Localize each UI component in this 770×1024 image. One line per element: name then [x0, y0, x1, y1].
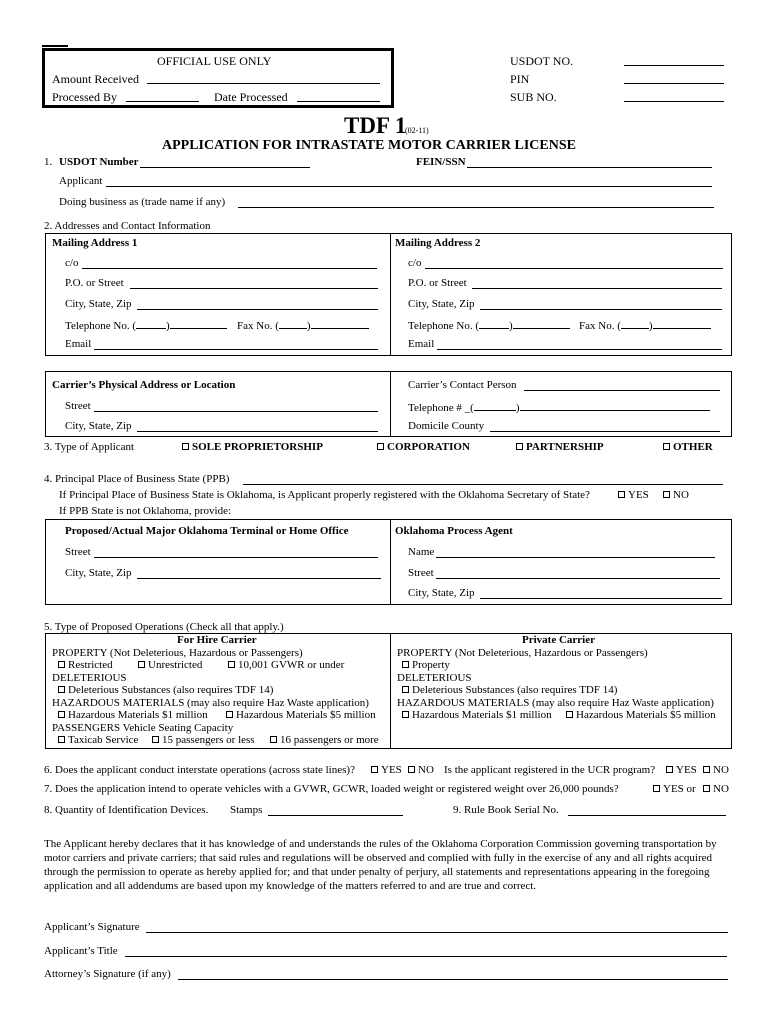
- hire-haz-5m[interactable]: [226, 709, 376, 722]
- section-2-title: 2. Addresses and Contact Information: [44, 220, 211, 232]
- hire-haz1-checkbox-icon[interactable]: [58, 711, 65, 718]
- m2-tel-text: Telephone No. (: [408, 320, 480, 332]
- m2-co-label: c/o: [408, 257, 422, 269]
- hire-gvwr-text: 10,001 GVWR or under: [238, 659, 345, 671]
- weight-yes-text: YES or: [663, 783, 696, 795]
- applicant-signature-field[interactable]: [146, 932, 728, 933]
- partnership-text: PARTNERSHIP: [526, 441, 604, 453]
- m2-email-label: Email: [408, 338, 435, 350]
- private-title: Private Carrier: [522, 634, 595, 646]
- amount-received-field[interactable]: [147, 83, 380, 84]
- dba-field[interactable]: [238, 207, 714, 208]
- hire-haz5-checkbox-icon[interactable]: [226, 711, 233, 718]
- m2-city-field[interactable]: [480, 309, 722, 310]
- p15-checkbox-icon[interactable]: [152, 736, 159, 743]
- agent-street-label: Street: [408, 567, 434, 579]
- rule-book-label: 9. Rule Book Serial No.: [453, 804, 559, 816]
- sub-no-field[interactable]: [624, 101, 724, 102]
- date-processed-field[interactable]: [297, 101, 380, 102]
- for-hire-title: For Hire Carrier: [177, 634, 257, 646]
- sole-proprietorship-text: SOLE PROPRIETORSHIP: [192, 441, 323, 453]
- section-5-label: 5. Type of Proposed Operations (Check all that apply.): [44, 621, 284, 633]
- declaration-line-1: The Applicant hereby declares that it has knowledge of and understands the rules of the Oklahoma Corporation Commission governing transportation by: [44, 838, 717, 850]
- domicile-county-field[interactable]: [490, 431, 720, 432]
- hire-haz-heading: HAZARDOUS MATERIALS (may also require Haz Waste application): [52, 697, 369, 709]
- mailing-address-1-title: Mailing Address 1: [52, 237, 138, 249]
- stamps-label: Stamps: [230, 804, 263, 816]
- m2-tel-label: [408, 318, 570, 332]
- agent-name-label: Name: [408, 546, 435, 558]
- contact-tel-text: Telephone # _(: [408, 402, 474, 414]
- ok-no-text: NO: [673, 489, 689, 501]
- m2-street-field[interactable]: [472, 288, 722, 289]
- fein-ssn-field[interactable]: [467, 167, 712, 168]
- ucr-no-checkbox-icon[interactable]: [703, 766, 710, 773]
- private-property[interactable]: [402, 659, 450, 672]
- usdot-number-label: USDOT Number: [59, 156, 139, 168]
- ucr-no[interactable]: [703, 764, 729, 776]
- hire-haz-1m[interactable]: [58, 709, 208, 722]
- m1-fax-close: ): [306, 320, 311, 332]
- interstate-yes-checkbox-icon[interactable]: [371, 766, 378, 773]
- passengers-heading: PASSENGERS Vehicle Seating Capacity: [52, 722, 234, 734]
- private-property-text: Property: [412, 659, 450, 671]
- ok-registered-question: If Principal Place of Business State is Oklahoma, is Applicant properly registered with the Oklahoma Secretary of State?: [59, 489, 590, 501]
- m2-fax-area[interactable]: [621, 318, 649, 329]
- ucr-yes-text: YES: [676, 764, 697, 776]
- m2-street-label: P.O. or Street: [408, 277, 467, 289]
- p15-option[interactable]: [152, 734, 255, 747]
- rule-book-field[interactable]: [568, 815, 726, 816]
- hire-deleterious-sub[interactable]: [58, 684, 273, 697]
- usdot-no-label: USDOT NO.: [510, 54, 574, 68]
- hire-unrestricted-text: Unrestricted: [148, 659, 203, 671]
- agent-street-field[interactable]: [436, 578, 720, 579]
- private-haz5-text: Hazardous Materials $5 million: [576, 709, 716, 721]
- phys-city-field[interactable]: [137, 431, 378, 432]
- private-haz-heading: HAZARDOUS MATERIALS (may also require Haz Waste application): [397, 697, 714, 709]
- hire-del-checkbox-icon[interactable]: [58, 686, 65, 693]
- contact-tel-number[interactable]: [520, 400, 710, 411]
- interstate-no[interactable]: [408, 764, 434, 776]
- declaration-line-3: through the permission to operate as hereby applied for; and that under penalty of perjury, all statements and representations appearing in the foregoing: [44, 866, 710, 878]
- m2-fax-close: ): [648, 320, 653, 332]
- sub-no-label: SUB NO.: [510, 90, 557, 104]
- form-revision: (02-11): [405, 126, 429, 135]
- p16-text: 16 passengers or more: [280, 734, 379, 746]
- processed-by-label: Processed By: [52, 90, 117, 104]
- ok-no-checkbox-icon[interactable]: [663, 491, 670, 498]
- p16-option[interactable]: [270, 734, 379, 747]
- hire-property-heading: PROPERTY (Not Deleterious, Hazardous or Passengers): [52, 647, 303, 659]
- private-haz-1m[interactable]: [402, 709, 552, 722]
- sole-proprietorship-checkbox-icon[interactable]: [182, 443, 189, 450]
- hire-unrestricted-checkbox-icon[interactable]: [138, 661, 145, 668]
- taxicab-option[interactable]: [58, 734, 138, 747]
- sole-proprietorship-option[interactable]: [182, 441, 323, 453]
- quantity-label: 8. Quantity of Identification Devices.: [44, 804, 209, 816]
- ok-yes-text: YES: [628, 489, 649, 501]
- hire-haz1-text: Hazardous Materials $1 million: [68, 709, 208, 721]
- m1-co-field[interactable]: [82, 268, 377, 269]
- taxicab-text: Taxicab Service: [68, 734, 139, 746]
- mailing-address-box: [45, 233, 732, 356]
- private-haz5-checkbox-icon[interactable]: [566, 711, 573, 718]
- m1-city-field[interactable]: [137, 309, 378, 310]
- m1-tel-text: Telephone No. (: [65, 320, 137, 332]
- not-ok-instruction: If PPB State is not Oklahoma, provide:: [59, 505, 232, 517]
- private-del-checkbox-icon[interactable]: [402, 686, 409, 693]
- private-haz-5m[interactable]: [566, 709, 716, 722]
- contact-person-field[interactable]: [524, 390, 720, 391]
- terminal-title: Proposed/Actual Major Oklahoma Terminal or Home Office: [65, 525, 349, 537]
- private-deleterious-sub[interactable]: [402, 684, 617, 697]
- m2-fax-number[interactable]: [653, 318, 711, 329]
- m1-city-label: City, State, Zip: [65, 298, 132, 310]
- other-checkbox-icon[interactable]: [663, 443, 670, 450]
- terminal-city-label: City, State, Zip: [65, 567, 132, 579]
- mailing-address-2-title: Mailing Address 2: [395, 237, 481, 249]
- p16-checkbox-icon[interactable]: [270, 736, 277, 743]
- interstate-yes-text: YES: [381, 764, 402, 776]
- interstate-no-text: NO: [418, 764, 434, 776]
- interstate-question: 6. Does the applicant conduct interstate operations (across state lines)?: [44, 764, 355, 776]
- ucr-no-text: NO: [713, 764, 729, 776]
- applicant-title-field[interactable]: [125, 956, 727, 957]
- ok-yes-checkbox-icon[interactable]: [618, 491, 625, 498]
- official-use-title: OFFICIAL USE ONLY: [157, 54, 272, 68]
- weight-yes-checkbox-icon[interactable]: [653, 785, 660, 792]
- weight-no[interactable]: [703, 783, 729, 795]
- corporation-text: CORPORATION: [387, 441, 470, 453]
- m1-fax-number[interactable]: [311, 318, 369, 329]
- amount-received-label: Amount Received: [52, 72, 139, 86]
- weight-no-text: NO: [713, 783, 729, 795]
- m1-tel-close: ): [166, 320, 170, 332]
- hire-deleterious-heading: DELETERIOUS: [52, 672, 127, 684]
- m1-fax-label: [237, 318, 369, 332]
- interstate-no-checkbox-icon[interactable]: [408, 766, 415, 773]
- processed-by-field[interactable]: [126, 101, 199, 102]
- usdot-number-field[interactable]: [140, 167, 310, 168]
- m2-fax-text: Fax No. (: [579, 320, 621, 332]
- applicant-label: Applicant: [59, 175, 103, 187]
- other-option[interactable]: [663, 441, 713, 453]
- m1-fax-text: Fax No. (: [237, 320, 279, 332]
- hire-haz5-text: Hazardous Materials $5 million: [236, 709, 376, 721]
- m1-email-field[interactable]: [94, 349, 378, 350]
- physical-address-title: Carrier’s Physical Address or Location: [52, 379, 236, 391]
- terminal-street-field[interactable]: [94, 557, 378, 558]
- m2-city-label: City, State, Zip: [408, 298, 475, 310]
- private-deleterious-heading: DELETERIOUS: [397, 672, 472, 684]
- agent-city-field[interactable]: [480, 598, 722, 599]
- m1-fax-area[interactable]: [279, 318, 307, 329]
- pin-field[interactable]: [624, 83, 724, 84]
- declaration-line-2: motor carriers and private carriers; that said rules and regulations will be observed and complied with fully in the exercise of any and all rights acquired: [44, 852, 713, 864]
- phys-city-label: City, State, Zip: [65, 420, 132, 432]
- m2-tel-close: ): [509, 320, 513, 332]
- agent-name-field[interactable]: [436, 557, 715, 558]
- section-4-label: 4. Principal Place of Business State (PPB): [44, 473, 230, 485]
- m1-email-label: Email: [65, 338, 92, 350]
- attorney-signature-label: Attorney’s Signature (if any): [44, 968, 171, 980]
- ucr-question: Is the applicant registered in the UCR program?: [444, 764, 656, 776]
- contact-person-label: Carrier’s Contact Person: [408, 379, 517, 391]
- m1-tel-label: [65, 318, 227, 332]
- terminal-city-field[interactable]: [137, 578, 381, 579]
- contact-tel-close: ): [515, 402, 520, 414]
- weight-no-checkbox-icon[interactable]: [703, 785, 710, 792]
- other-text: OTHER: [673, 441, 713, 453]
- corporation-checkbox-icon[interactable]: [377, 443, 384, 450]
- form-title: APPLICATION FOR INTRASTATE MOTOR CARRIER LICENSE: [162, 138, 576, 153]
- applicant-title-label: Applicant’s Title: [44, 945, 118, 957]
- taxicab-checkbox-icon[interactable]: [58, 736, 65, 743]
- private-property-checkbox-icon[interactable]: [402, 661, 409, 668]
- contact-tel-label: [408, 400, 710, 414]
- partnership-option[interactable]: [516, 441, 604, 453]
- domicile-county-label: Domicile County: [408, 420, 485, 432]
- date-processed-label: Date Processed: [214, 90, 288, 104]
- partnership-checkbox-icon[interactable]: [516, 443, 523, 450]
- section-3-label: 3. Type of Applicant: [44, 441, 135, 453]
- declaration-line-4: application and all addendums are based upon my knowledge of the matters referred to and are true and correct.: [44, 880, 537, 892]
- private-haz1-text: Hazardous Materials $1 million: [412, 709, 552, 721]
- hire-restricted-checkbox-icon[interactable]: [58, 661, 65, 668]
- hire-del-text: Deleterious Substances (also requires TDF 14): [68, 684, 274, 696]
- ppb-field[interactable]: [243, 484, 723, 485]
- applicant-signature-label: Applicant’s Signature: [44, 921, 140, 933]
- private-property-heading: PROPERTY (Not Deleterious, Hazardous or Passengers): [397, 647, 648, 659]
- interstate-yes[interactable]: [371, 764, 402, 776]
- m1-tel-number[interactable]: [170, 318, 227, 329]
- m1-street-label: P.O. or Street: [65, 277, 124, 289]
- hire-unrestricted[interactable]: [138, 659, 202, 672]
- phys-street-field[interactable]: [94, 411, 378, 412]
- hire-gvwr-checkbox-icon[interactable]: [228, 661, 235, 668]
- m2-co-field[interactable]: [425, 268, 723, 269]
- agent-city-label: City, State, Zip: [408, 587, 475, 599]
- hire-restricted-text: Restricted: [68, 659, 113, 671]
- m1-co-label: c/o: [65, 257, 79, 269]
- fein-ssn-label: FEIN/SSN: [416, 156, 466, 168]
- form-code: TDF 1: [344, 113, 407, 138]
- private-haz1-checkbox-icon[interactable]: [402, 711, 409, 718]
- hire-restricted[interactable]: [58, 659, 113, 672]
- m1-tel-area[interactable]: [136, 318, 166, 329]
- m2-email-field[interactable]: [437, 349, 722, 350]
- attorney-signature-field[interactable]: [178, 979, 728, 980]
- ucr-yes[interactable]: [666, 764, 697, 776]
- terminal-street-label: Street: [65, 546, 91, 558]
- phys-street-label: Street: [65, 400, 91, 412]
- process-agent-title: Oklahoma Process Agent: [395, 525, 513, 537]
- weight-question: 7. Does the application intend to operate vehicles with a GVWR, GCWR, loaded weight or registered weight over 26,000 pounds?: [44, 783, 619, 795]
- applicant-field[interactable]: [106, 186, 712, 187]
- stamps-field[interactable]: [268, 815, 403, 816]
- m1-street-field[interactable]: [130, 288, 378, 289]
- dba-label: Doing business as (trade name if any): [59, 196, 226, 208]
- ok-registered-yes[interactable]: [618, 489, 649, 501]
- hire-gvwr[interactable]: [228, 659, 344, 672]
- p15-text: 15 passengers or less: [162, 734, 255, 746]
- corporation-option[interactable]: [377, 441, 470, 453]
- weight-yes[interactable]: [653, 783, 696, 795]
- pin-label: PIN: [510, 72, 530, 86]
- contact-tel-area[interactable]: [474, 400, 516, 411]
- usdot-no-field[interactable]: [624, 65, 724, 66]
- m2-fax-label: [579, 318, 711, 332]
- section-1-number: 1.: [44, 156, 53, 168]
- ok-registered-no[interactable]: [663, 489, 689, 501]
- m2-tel-number[interactable]: [513, 318, 570, 329]
- m2-tel-area[interactable]: [479, 318, 509, 329]
- private-del-text: Deleterious Substances (also requires TDF 14): [412, 684, 618, 696]
- ucr-yes-checkbox-icon[interactable]: [666, 766, 673, 773]
